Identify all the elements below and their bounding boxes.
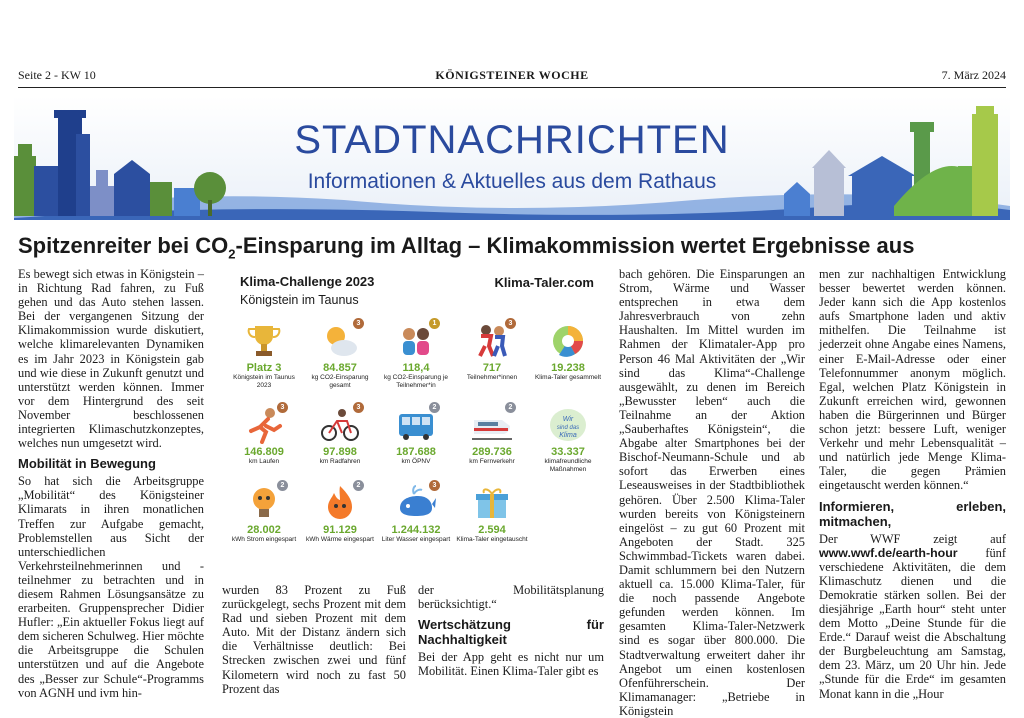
stat-label: kWh Strom eingespart [231, 536, 297, 543]
svg-text:Klima: Klima [559, 432, 577, 439]
banner-subtitle: Informationen & Aktuelles aus dem Rathaus [307, 170, 717, 193]
article-column-4 [619, 267, 805, 718]
article-column-1 [18, 267, 204, 700]
stat-label: kg CO2-Einsparung je Teilnehmer*in [384, 374, 448, 389]
stat-label: km Radfahren [319, 458, 361, 465]
bulb-icon [244, 484, 284, 522]
banner-title: STADTNACHRICHTEN [294, 118, 730, 162]
stat-cell [302, 406, 378, 466]
medal-badge: 2 [353, 480, 364, 491]
page-number: Seite 2 - KW 10 [18, 68, 96, 82]
stat-cell [378, 484, 454, 544]
wwf-link[interactable]: www.wwf.de/earth-hour [819, 545, 958, 560]
paragraph: Es bewegt sich etwas in Königstein – in Richtung Rad fahren, zu Fuß gehen und das Auto stehen lassen. Bei der vergangenen Sitzung der Klimakommission wurde diskutiert, welche klimarelevanten Dynamiken es im Jahr 2023 in Königstein gab und wie diese in Zukunft genutzt und unterstützt werden können. Immer vor dem Hintergrund des seit November beschlossenen integrierten Klimaschutzkonzeptes, welches nun umgesetzt wird. [18, 267, 204, 451]
medal-badge: 2 [277, 480, 288, 491]
medal-badge: 1 [429, 318, 440, 329]
trophy-icon [244, 322, 284, 360]
bicycle-icon [320, 406, 360, 444]
running-head [18, 68, 1006, 86]
sun-cloud-icon [320, 322, 360, 360]
stat-cell [378, 406, 454, 466]
headline-part2: -Einsparung im Alltag – Klimakommission wertet Ergebnisse aus [235, 233, 915, 258]
stat-value: 19.238 [551, 362, 585, 374]
stat-cell [302, 322, 378, 390]
stat-cell [454, 322, 530, 382]
medal-badge: 3 [353, 402, 364, 413]
medal-badge: 2 [505, 402, 516, 413]
infographic-subtitle: Königstein im Taunus [240, 293, 359, 307]
paragraph: men zur nachhaltigen Entwicklung besser bewertet werden können. Jeder kann sich die App kostenlos aufs Smartphone laden und aktiv mithelfen. Die Teilnahme ist jederzeit ohne Angabe eines Namens, einer E-Mail-Adresse oder einer Telefonnummer anonym möglich. Egal, welchen Platz Königstein in Zukunft erreichen wird, gewonnen haben die Bürgerinnen und Bürger schon jetzt: bessere Luft, weniger Verkehr und mehr Lebensqualität – und natürlich jede Menge Klima-Taler, die gegen Prämien eingetauscht werden können.“ [819, 267, 1006, 493]
publication-name: KÖNIGSTEINER WOCHE [435, 68, 589, 82]
article-column-2-bottom [222, 583, 406, 696]
stat-value: 1.244.132 [391, 524, 441, 536]
svg-text:Wir: Wir [562, 416, 574, 423]
article-column-3-bottom [418, 583, 604, 679]
klima-challenge-infographic [222, 264, 608, 574]
headline-part1: Spitzenreiter bei CO [18, 233, 229, 258]
stat-label: klimafreundliche Maßnahmen [544, 458, 592, 473]
stat-cell [530, 322, 606, 382]
stat-cell [454, 406, 530, 466]
stat-value: 289.736 [472, 446, 512, 458]
stat-value: Platz 3 [246, 362, 282, 374]
coins-icon [548, 322, 588, 360]
flame-icon [320, 484, 360, 522]
stat-label: Klima-Taler gesammelt [534, 374, 602, 381]
paragraph [819, 532, 1006, 701]
stat-label: Königstein im Taunus 2023 [233, 374, 295, 389]
stat-label: km Fernverkehr [469, 458, 515, 465]
stat-value: 33.337 [551, 446, 585, 458]
stat-label: kWh Wärme eingespart [306, 536, 374, 543]
infographic-title: Klima-Challenge 2023 [240, 274, 375, 289]
stat-value: 187.688 [396, 446, 436, 458]
paragraph-text: fünf verschiedene Aktivitäten, die dem Klimaschutz dienen und die Demokratie stärken sollen. Bei der diesjährige „Earth hour“ steht unter dem Motto „Deine Stunde für die Erde.“ Darauf weist die Abschaltung der Burgbeleuchtung am Samstag, dem 23. März, um 20 Uhr hin. Jede „Stunde für die Erde“ im gesamten Monat kann in die „Hour [819, 545, 1006, 701]
stat-value: 28.002 [247, 524, 281, 536]
medal-badge: 3 [353, 318, 364, 329]
stat-cell [226, 406, 302, 466]
medal-badge: 3 [429, 480, 440, 491]
infographic-website: Klima-Taler.com [494, 275, 594, 290]
subheading-mobilitaet: Mobilität in Bewegung [18, 456, 156, 472]
stat-label: kg CO2-Einsparung gesamt [311, 374, 369, 389]
wir-klima-icon [548, 406, 588, 444]
bus-icon [396, 406, 436, 444]
issue-date: 7. März 2024 [941, 68, 1006, 82]
runner-icon [244, 406, 284, 444]
dancers-icon [472, 322, 512, 360]
train-icon [472, 406, 512, 444]
paragraph: So hat sich die Arbeitsgruppe „Mobilität“ des Königsteiner Klimarats in ihren monatlichen Treffen zur Aufgabe gemacht, Problemstellen aus Sicht der unterschiedlichen Verkehrsteilnehmerinnen und -teilnehmer zu betrachten und in diesem Rahmen Lösungsansätze zu erarbeiten. Gruppensprecher Didier Hufler: „Ein aktueller Fokus liegt auf dem sicheren Schulweg. Hier möchte die Arbeitsgruppe die Schulen unterstützen und auf die Angebote des „Besser zur Schule“-Programms von AGNH und ivm hin- [18, 474, 204, 700]
stat-value: 717 [482, 362, 502, 374]
stat-value: 2.594 [478, 524, 506, 536]
stadtnachrichten-banner [14, 96, 1010, 220]
stat-value: 118,4 [402, 362, 430, 374]
stat-cell [226, 322, 302, 390]
stat-cell [226, 484, 302, 544]
subheading-wertschaetzung: Wertschätzung für Nachhaltigkeit [418, 617, 604, 648]
stat-label: Teilnehmer*innen [466, 374, 518, 381]
stat-cell [378, 322, 454, 390]
paragraph: der Mobilitätsplanung berücksichtigt.“ [418, 583, 604, 612]
headline-subscript: 2 [228, 246, 236, 262]
stat-label: km ÖPNV [401, 458, 431, 465]
paragraph-text: Der WWF zeigt auf [819, 531, 1006, 546]
article-headline [18, 233, 1008, 261]
article-column-5 [819, 267, 1006, 701]
gift-icon [472, 484, 512, 522]
paragraph: Bei der App geht es nicht nur um Mobilität. Einen Klima-Taler gibt es [418, 650, 604, 679]
subheading-informieren: Informieren, erleben, mitmachen, [819, 498, 1006, 529]
stat-value: 84.857 [323, 362, 357, 374]
stat-label: Klima-Taler eingetauscht [456, 536, 528, 543]
header-rule [18, 87, 1006, 88]
medal-badge: 3 [505, 318, 516, 329]
stat-label: km Laufen [248, 458, 280, 465]
medal-badge: 3 [277, 402, 288, 413]
stat-cell [530, 406, 606, 474]
stat-cell [302, 484, 378, 544]
stat-value: 146.809 [244, 446, 284, 458]
svg-text:sind das: sind das [556, 425, 580, 431]
stat-value: 97.898 [323, 446, 357, 458]
stat-value: 91.129 [323, 524, 357, 536]
medal-badge: 2 [429, 402, 440, 413]
paragraph: wurden 83 Prozent zu Fuß zurückgelegt, sechs Prozent mit dem Rad und sieben Prozent mit dem Auto. Mit der Distanz ändern sich die Verhältnisse deutlich: Bei Strecken zwischen zwei und fünf Kilometern wird noch zu fast 50 Prozent das [222, 583, 406, 696]
people-icon [396, 322, 436, 360]
stat-cell [454, 484, 530, 544]
paragraph: bach gehören. Die Einsparungen an Strom, Wärme und Wasser entsprechen in etwa dem Jahresverbrauch von zehn Haushalten. Im Mittel wurden im Rahmen der Klimataler-App pro Person 46 Mal Aktivitäten der „Wir sind das Klima“-Challenge ausgewählt, zu denen im Bereich „Bewusster leben“ auch die Teilnahme an der Aktion „Sauberhaftes Königstein“, die Abgabe alter Smartphones bei der Bischof-Neumann-Schule und ab sofort das Erwerben eines Leseausweises in der Stadtbibliothek gehören. Über 2.500 Klima-Taler wurden bereits von Königsteinern eingelöst – zu gut 60 Prozent mit Angeboten der Stadt. 325 Schwimmbad-Tickets waren dabei. Damit schlummern bei den Nutzern aktuell ca. 15.000 Klima-Taler, für die noch passende Angebote gefunden werden können. Im gesamten Klima-Taler-Netzwerk sind es sogar über 800.000. Die Stadtverwaltung erweitert daher ihr Angebot um einen kostenlosen Ofenführerschein. Der Klimamanager: „Betriebe in Königstein [619, 267, 805, 718]
whale-icon [396, 484, 436, 522]
stat-label: Liter Wasser eingespart [381, 536, 451, 543]
